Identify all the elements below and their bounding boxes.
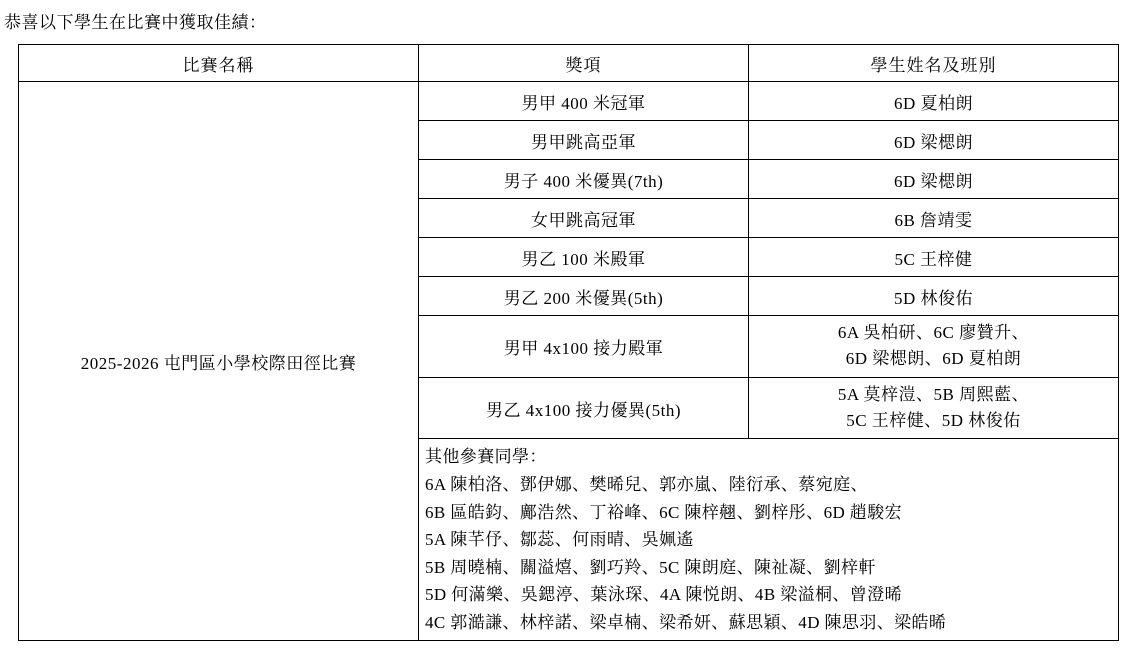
student-cell: 5C 王梓健 bbox=[749, 238, 1119, 277]
other-participants-cell bbox=[419, 439, 1119, 641]
other-participants-line: 5B 周曉楠、關溢熺、劉巧羚、5C 陳朗庭、陳祉凝、劉梓軒 bbox=[425, 557, 876, 577]
award-cell: 男甲 4x100 接力殿軍 bbox=[419, 316, 749, 378]
award-cell: 男乙 4x100 接力優異(5th) bbox=[419, 377, 749, 439]
table-header-row bbox=[19, 45, 1119, 82]
event-name-cell: 2025-2026 屯門區小學校際田徑比賽 bbox=[19, 82, 419, 641]
student-cell bbox=[749, 316, 1119, 378]
student-cell: 6D 梁楒朗 bbox=[749, 121, 1119, 160]
student-cell bbox=[749, 377, 1119, 439]
intro-text: 恭喜以下學生在比賽中獲取佳績： bbox=[4, 13, 267, 32]
other-participants-line: 6A 陳柏洛、鄧伊娜、樊晞兒、郭亦嵐、陸衍承、蔡宛庭、 bbox=[425, 475, 868, 494]
other-participants-line: 5D 何滿樂、吳鍶渟、葉泳琛、4A 陳悦朗、4B 梁溢桐、曾澄晞 bbox=[425, 585, 903, 605]
student-line: 5A 莫梓溰、5B 周熙藍、 bbox=[837, 384, 1030, 404]
student-cell: 5D 林俊佑 bbox=[749, 277, 1119, 316]
student-line: 6A 吳柏研、6C 廖贊升、 bbox=[837, 323, 1030, 343]
header-students: 學生姓名及班別 bbox=[749, 45, 1119, 82]
awards-table bbox=[18, 44, 1119, 641]
student-cell: 6B 詹靖雯 bbox=[749, 199, 1119, 238]
student-cell: 6D 梁楒朗 bbox=[749, 160, 1119, 199]
award-cell: 男乙 100 米殿軍 bbox=[419, 238, 749, 277]
other-participants-line: 4C 郭澔謙、林梓諾、梁卓楠、梁希妍、蘇思穎、4D 陳思羽、梁皓晞 bbox=[425, 612, 947, 632]
award-cell: 女甲跳高冠軍 bbox=[419, 199, 749, 238]
other-participants-line: 5A 陳芊伃、鄒蕊、何雨晴、吳姵遙 bbox=[425, 530, 694, 550]
student-line: 5C 王梓健、5D 林俊佑 bbox=[846, 411, 1021, 431]
other-participants-line: 6B 區皓鈞、鄺浩然、丁裕峰、6C 陳梓翹、劉梓彤、6D 趙駿宏 bbox=[425, 502, 903, 522]
other-participants-title: 其他參賽同學： bbox=[425, 447, 547, 467]
award-cell: 男甲跳高亞軍 bbox=[419, 121, 749, 160]
header-award: 獎項 bbox=[419, 45, 749, 82]
header-event-name: 比賽名稱 bbox=[19, 45, 419, 82]
award-cell: 男甲 400 米冠軍 bbox=[419, 82, 749, 121]
student-cell: 6D 夏柏朗 bbox=[749, 82, 1119, 121]
student-line: 6D 梁楒朗、6D 夏柏朗 bbox=[845, 349, 1022, 369]
table-body bbox=[19, 82, 1119, 641]
table-header bbox=[19, 45, 1119, 82]
table-row bbox=[19, 82, 1119, 121]
award-cell: 男子 400 米優異(7th) bbox=[419, 160, 749, 199]
award-cell: 男乙 200 米優異(5th) bbox=[419, 277, 749, 316]
